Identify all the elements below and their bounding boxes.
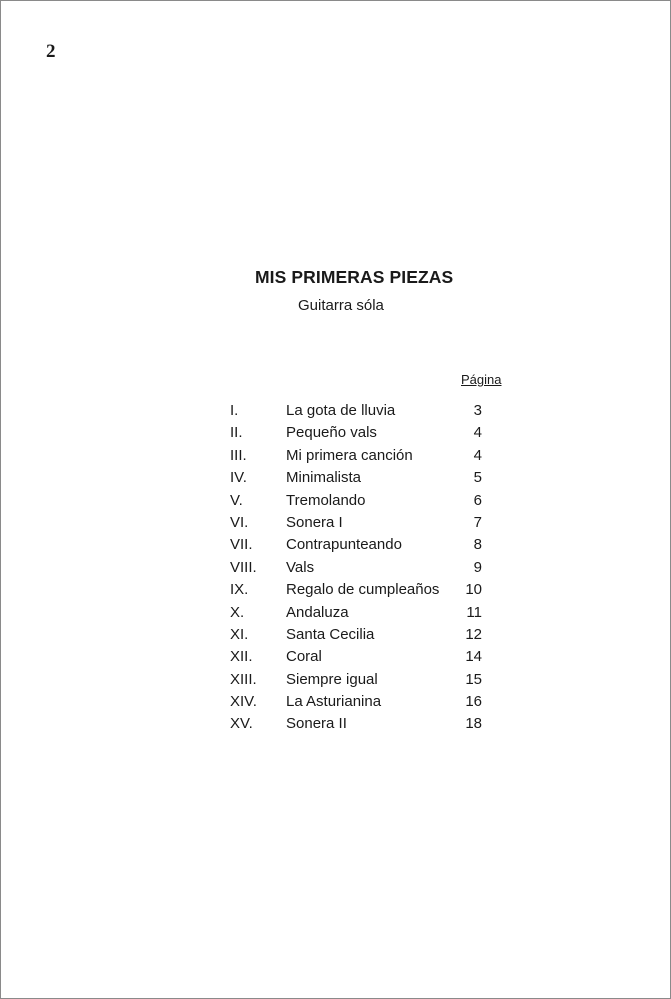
document-title: MIS PRIMERAS PIEZAS <box>255 267 454 287</box>
toc-entry <box>230 422 490 444</box>
table-of-contents <box>230 400 490 736</box>
toc-entry <box>230 400 490 422</box>
toc-entry-number: VIII. <box>230 558 257 576</box>
toc-entry <box>230 624 490 646</box>
toc-entry-number: V. <box>230 491 243 509</box>
toc-entry <box>230 467 490 489</box>
toc-entry-title: Sonera I <box>286 513 343 531</box>
toc-entry-number: XV. <box>230 715 253 733</box>
toc-entry-title: La Asturianina <box>286 693 382 711</box>
toc-entry-page: 6 <box>473 491 482 509</box>
toc-entry <box>230 579 490 601</box>
toc-entry-number: XI. <box>230 625 249 643</box>
toc-entry-title: Pequeño vals <box>286 424 377 442</box>
toc-entry <box>230 713 490 735</box>
toc-entry-title: Sonera II <box>286 715 347 733</box>
toc-entry-title: Minimalista <box>286 469 362 487</box>
toc-entry-page: 14 <box>465 648 482 666</box>
toc-entry-page: 10 <box>465 581 482 599</box>
toc-entry <box>230 512 490 534</box>
page-column-header: Página <box>461 372 502 387</box>
toc-entry-number: XIII. <box>230 670 257 688</box>
toc-entry-title: Santa Cecilia <box>286 625 375 643</box>
toc-entry-number: IV. <box>230 469 247 487</box>
toc-entry-page: 11 <box>466 603 482 621</box>
toc-entry-title: Siempre igual <box>286 670 378 688</box>
toc-entry-number: VI. <box>230 513 249 531</box>
toc-entry-number: II. <box>230 424 243 442</box>
toc-entry <box>230 669 490 691</box>
toc-entry-number: I. <box>230 402 239 419</box>
toc-entry-page: 5 <box>473 469 482 487</box>
toc-entry-page: 8 <box>473 536 482 554</box>
toc-entry-page: 18 <box>465 715 482 733</box>
toc-entry-title: Contrapunteando <box>286 536 402 554</box>
toc-entry <box>230 602 490 624</box>
toc-entry <box>230 534 490 556</box>
toc-entry-title: Tremolando <box>286 491 366 509</box>
page-number: 2 <box>46 41 56 62</box>
toc-entry-page: 16 <box>465 693 482 711</box>
document-subtitle: Guitarra sóla <box>298 297 384 314</box>
toc-entry-page: 3 <box>473 402 482 419</box>
toc-entry-title: La gota de lluvia <box>286 402 396 419</box>
toc-entry-number: IX. <box>230 581 249 599</box>
toc-entry-number: VII. <box>230 536 253 554</box>
toc-entry <box>230 557 490 579</box>
toc-entry-title: Coral <box>286 648 322 666</box>
toc-entry-page: 7 <box>473 513 482 531</box>
toc-entry-number: III. <box>230 446 247 464</box>
toc-entry <box>230 490 490 512</box>
toc-entry-page: 9 <box>473 558 482 576</box>
toc-entry-page: 15 <box>465 670 482 688</box>
toc-entry-page: 4 <box>473 446 482 464</box>
toc-entry-title: Mi primera canción <box>286 446 413 464</box>
toc-entry-number: XII. <box>230 648 253 666</box>
toc-entry-page: 12 <box>465 625 482 643</box>
toc-entry-title: Andaluza <box>286 603 349 621</box>
toc-entry-title: Vals <box>286 558 315 576</box>
toc-entry <box>230 646 490 668</box>
toc-entry <box>230 445 490 467</box>
toc-entry <box>230 691 490 713</box>
toc-entry-page: 4 <box>473 424 482 442</box>
toc-entry-title: Regalo de cumpleaños <box>286 581 440 599</box>
toc-entry-number: XIV. <box>230 693 257 711</box>
toc-entry-number: X. <box>230 603 245 621</box>
